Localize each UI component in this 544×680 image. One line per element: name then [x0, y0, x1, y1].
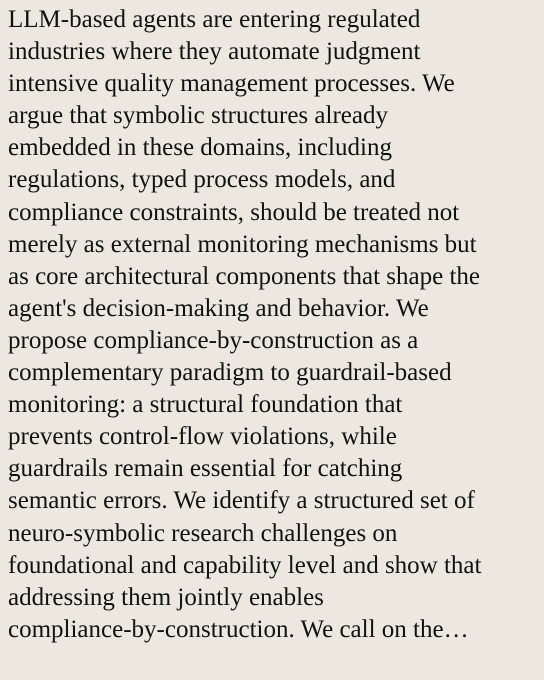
- text-line: monitoring: a structural foundation that: [8, 391, 403, 419]
- text-line: guardrails remain essential for catching: [8, 455, 403, 483]
- text-line: LLM-based agents are entering regulated: [8, 6, 421, 33]
- abstract-text: [8, 4, 538, 646]
- text-line: merely as external monitoring mechanisms but: [8, 230, 477, 258]
- text-line: addressing them jointly enables: [8, 583, 324, 611]
- text-line: compliance constraints, should be treated not: [8, 198, 460, 226]
- text-line: semantic errors. We identify a structured set of: [8, 487, 475, 515]
- text-line: embedded in these domains, including: [8, 134, 392, 162]
- text-line: prevents control-flow violations, while: [8, 423, 397, 451]
- text-line: complementary paradigm to guardrail-based: [8, 359, 452, 387]
- text-line: industries where they automate judgment: [8, 38, 421, 66]
- text-line: foundational and capability level and show that: [8, 551, 482, 579]
- text-line: propose compliance-by-construction as a: [8, 326, 419, 354]
- text-line: as core architectural components that shape the: [8, 262, 481, 290]
- text-line: intensive quality management processes. We: [8, 70, 455, 98]
- text-line: compliance-by-construction. We call on the…: [8, 615, 469, 643]
- text-line: regulations, typed process models, and: [8, 166, 396, 194]
- text-line: neuro-symbolic research challenges on: [8, 519, 398, 547]
- text-line: argue that symbolic structures already: [8, 102, 388, 130]
- text-line: agent's decision-making and behavior. We: [8, 294, 429, 322]
